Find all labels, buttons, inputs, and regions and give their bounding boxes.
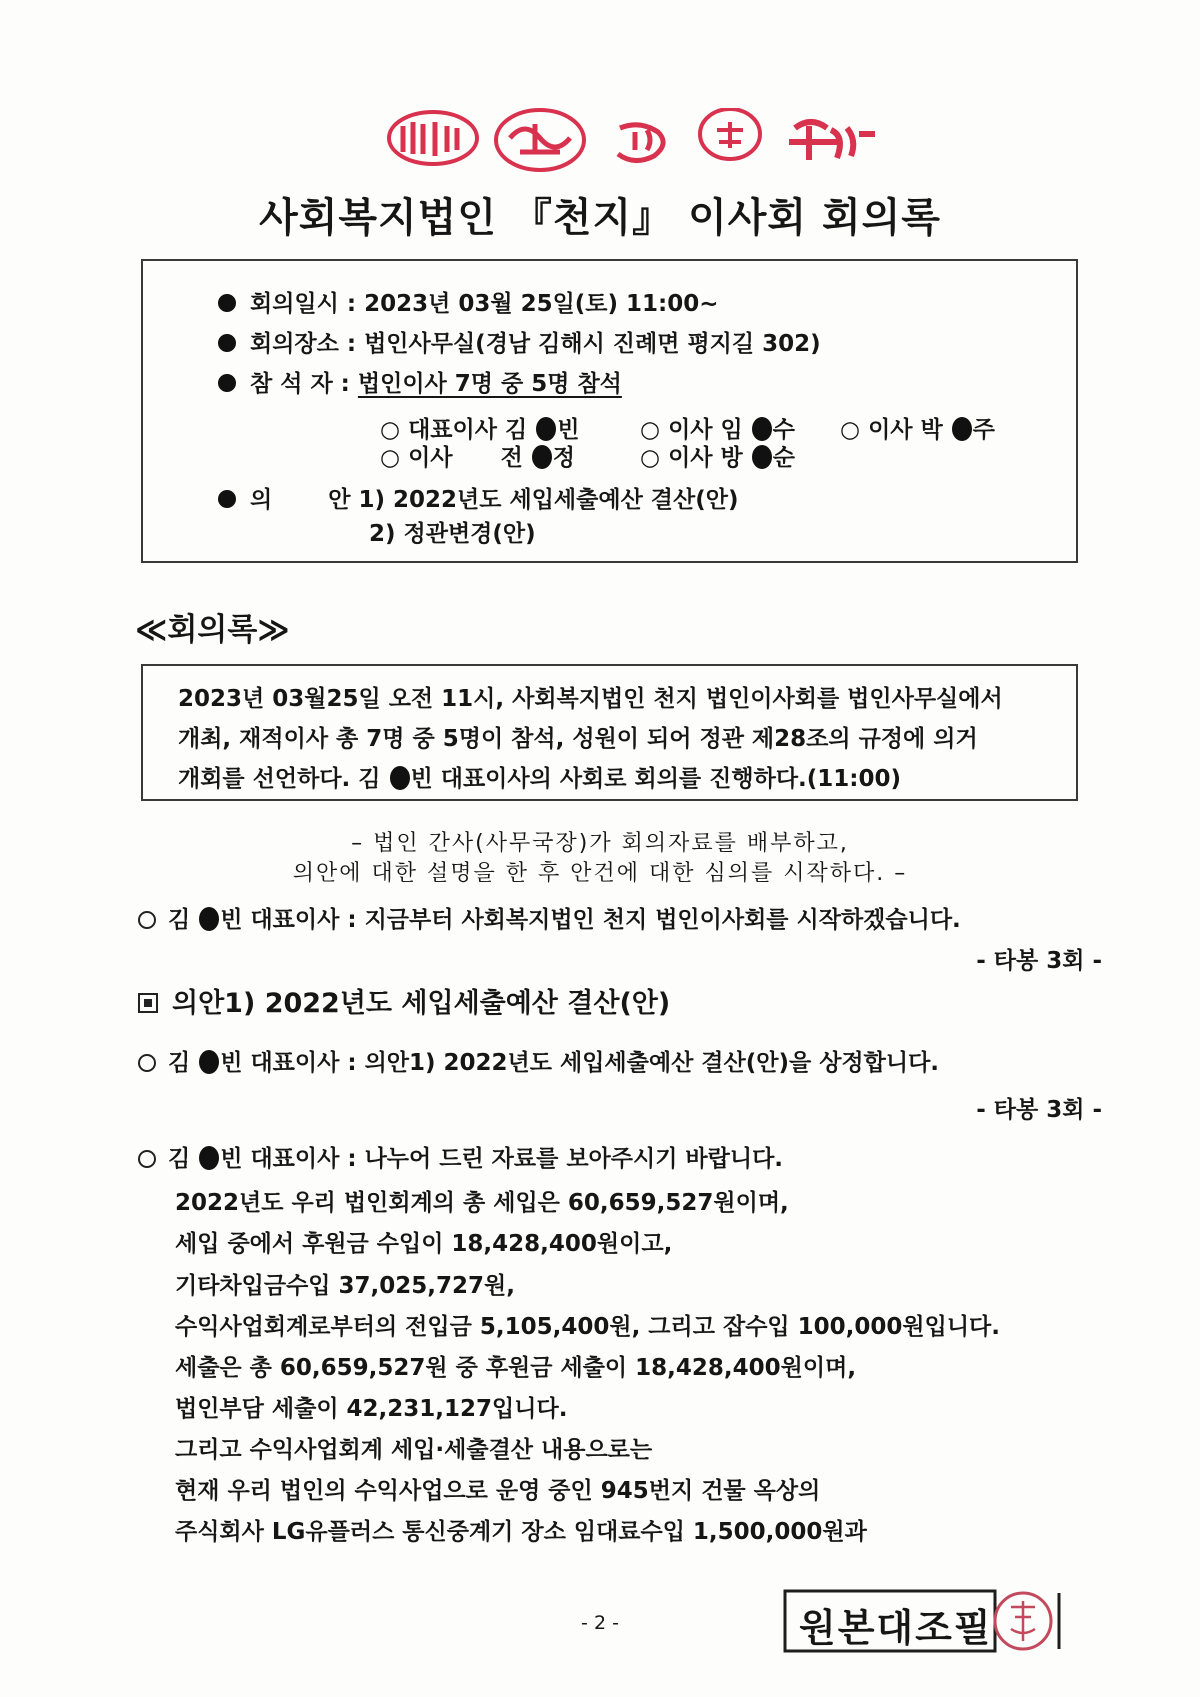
body-line-3: 기타차입금수입 37,025,727원, [175, 1273, 515, 1299]
minutes-line-2: 개최, 재적이사 총 7명 중 5명이 참석, 성원이 되어 정관 제28조의 규정에 의거 [178, 726, 978, 752]
agenda-label-a: 의 [250, 487, 273, 513]
agenda-label-b: 안 [328, 487, 351, 513]
section-title: ≪회의록≫ [135, 612, 290, 648]
redaction-mark [199, 1050, 219, 1074]
redaction-mark [199, 1146, 219, 1170]
agenda-item-1: 1) 2022년도 세입세출예산 결산(안) [358, 487, 739, 513]
body-line-2: 세입 중에서 후원금 수입이 18,428,400원이고, [175, 1231, 673, 1257]
circle-bullet-icon [138, 1150, 156, 1168]
agenda-1-heading: 의안1) 2022년도 세입세출예산 결산(안) [138, 981, 670, 1020]
agenda-item-2: 2) 정관변경(안) [369, 521, 536, 547]
minutes-summary-box [141, 664, 1078, 801]
minutes-line-3: 개회를 선언하다. 김 빈 대표이사의 사회로 회의를 진행하다.(11:00) [178, 766, 902, 792]
circle-bullet-icon [138, 1054, 156, 1072]
attendee-5: ○ 이사 방 순 [640, 445, 795, 471]
meeting-date-label: 회의일시 [250, 291, 339, 317]
procedure-note-line-2: 의안에 대한 설명을 한 후 안건에 대한 심의를 시작하다. – [292, 861, 908, 886]
meeting-date-value: 2023년 03월 25일(토) 11:00~ [364, 291, 719, 317]
redaction-mark [752, 417, 772, 441]
square-bullet-icon [138, 993, 158, 1013]
bullet-icon [218, 294, 236, 312]
statement-2: 김 빈 대표이사 : 의안1) 2022년도 세입세출예산 결산(안)을 상정합니다. [138, 1044, 939, 1077]
document-title: 사회복지법인 『천지』 이사회 회의록 [259, 195, 941, 241]
body-line-6: 법인부담 세출이 42,231,127입니다. [175, 1396, 568, 1422]
gavel-note-1: - 타봉 3회 - [976, 948, 1102, 974]
stamp-text: 원본대조필 [799, 1605, 993, 1650]
page-number: - 2 - [581, 1612, 619, 1634]
redaction-mark [536, 417, 556, 441]
attendees-row: 참 석 자 : 법인이사 7명 중 5명 참석 [218, 365, 622, 398]
seal-5 [789, 122, 875, 160]
gavel-note-2: - 타봉 3회 - [976, 1097, 1102, 1123]
redaction-mark [390, 766, 410, 790]
agenda-row [218, 481, 739, 514]
attendee-4: ○ 이사 전 정 [380, 445, 576, 471]
body-line-5: 세출은 총 60,659,527원 중 후원금 세출이 18,428,400원이며, [175, 1355, 857, 1381]
bullet-icon [218, 334, 236, 352]
body-line-9: 주식회사 LG유플러스 통신중계기 장소 임대료수입 1,500,000원과 [175, 1519, 867, 1545]
attendee-2: ○ 이사 임 수 [640, 417, 795, 443]
circle-bullet-icon [138, 911, 156, 929]
statement-3: 김 빈 대표이사 : 나누어 드린 자료를 보아주시기 바랍니다. [138, 1140, 783, 1173]
attendees-value: 법인이사 7명 중 5명 참석 [357, 371, 622, 397]
meeting-place-label: 회의장소 [250, 331, 339, 357]
attendee-1: ○ 대표이사 김 빈 [380, 417, 580, 443]
meeting-date-row: 회의일시 : 2023년 03월 25일(토) 11:00~ [218, 285, 719, 318]
attendee-3: ○ 이사 박 주 [840, 417, 995, 443]
meeting-place-value: 법인사무실(경남 김해시 진례면 평지길 302) [364, 331, 821, 357]
redaction-mark [952, 417, 972, 441]
director-seals [385, 108, 905, 178]
attendees-label: 참 석 자 [250, 371, 333, 397]
body-line-4: 수익사업회계로부터의 전입금 5,105,400원, 그리고 잡수입 100,000원입니다. [175, 1314, 1000, 1340]
procedure-note-line-1: – 법인 간사(사무국장)가 회의자료를 배부하고, [351, 831, 849, 856]
body-line-1: 2022년도 우리 법인회계의 총 세입은 60,659,527원이며, [175, 1190, 789, 1216]
body-line-7: 그리고 수익사업회계 세입·세출결산 내용으로는 [175, 1437, 653, 1463]
body-line-8: 현재 우리 법인의 수익사업으로 운영 중인 945번지 건물 옥상의 [175, 1478, 821, 1504]
bullet-icon [218, 490, 236, 508]
statement-1: 김 빈 대표이사 : 지금부터 사회복지법인 천지 법인이사회를 시작하겠습니다. [138, 901, 961, 934]
redaction-mark [532, 445, 552, 469]
redaction-mark [752, 445, 772, 469]
certified-copy-stamp [783, 1587, 1075, 1655]
minutes-line-1: 2023년 03월25일 오전 11시, 사회복지법인 천지 법인이사회를 법인사무실에서 [178, 686, 1003, 712]
meeting-info-box [141, 259, 1078, 563]
meeting-place-row: 회의장소 : 법인사무실(경남 김해시 진례면 평지길 302) [218, 325, 821, 358]
bullet-icon [218, 374, 236, 392]
seal-3 [618, 125, 663, 161]
redaction-mark [199, 907, 219, 931]
